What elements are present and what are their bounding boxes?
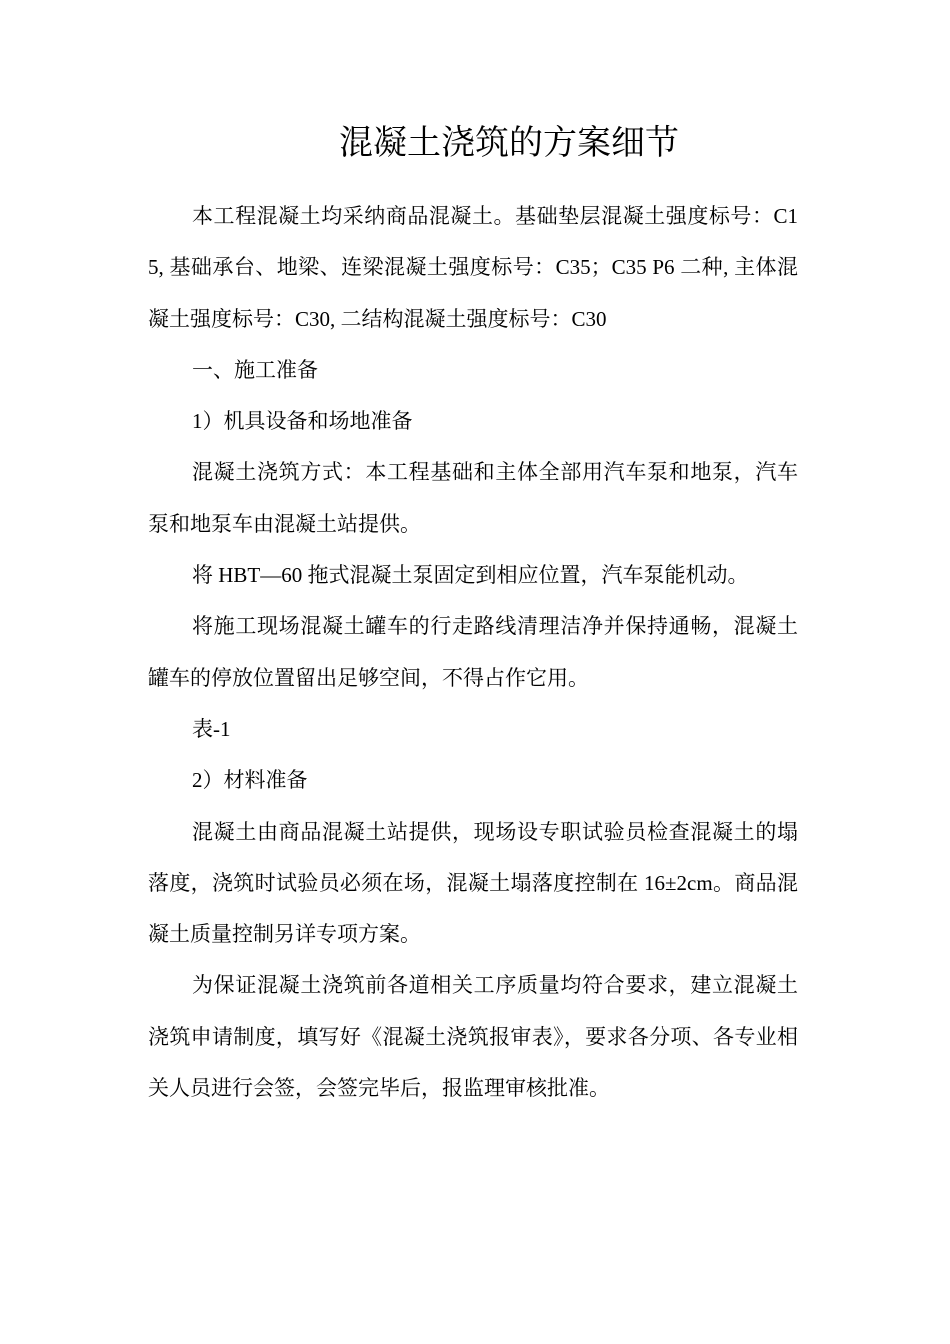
paragraph-pouring-method: 混凝土浇筑方式：本工程基础和主体全部用汽车泵和地泵，汽车泵和地泵车由混凝土站提供。 — [148, 460, 798, 536]
subsection-heading-materials: 2）材料准备 — [192, 768, 308, 793]
paragraph-pour-approval: 为保证混凝土浇筑前各道相关工序质量均符合要求，建立混凝土浇筑申请制度，填写好《混凝土浇筑报审表》，要求各分项、各专业相关人员进行会签，会签完毕后，报监理审核批准。 — [148, 973, 798, 1101]
paragraph-concrete-grades: 本工程混凝土均采纳商品混凝土。基础垫层混凝土强度标号：C15, 基础承台、地梁、连梁混凝土强度标号：C35；C35 P6 二种, 主体混凝土强度标号：C30, 二结构混凝土强度标号：C30 — [148, 204, 798, 331]
subsection-heading-equipment: 1）机具设备和场地准备 — [192, 409, 413, 434]
section-heading-preparation: 一、施工准备 — [192, 357, 318, 382]
paragraph-pump-setup: 将 HBT—60 拖式混凝土泵固定到相应位置，汽车泵能机动。 — [192, 563, 749, 588]
paragraph-truck-route: 将施工现场混凝土罐车的行走路线清理洁净并保持通畅，混凝土罐车的停放位置留出足够空间，不得占作它用。 — [148, 614, 798, 690]
table-reference-label: 表-1 — [192, 716, 231, 741]
document-title: 混凝土浇筑的方案细节 — [339, 125, 679, 162]
paragraph-slump-control: 混凝土由商品混凝土站提供，现场设专职试验员检查混凝土的塌落度，浇筑时试验员必须在场，混凝土塌落度控制在 16±2cm。商品混凝土质量控制另详专项方案。 — [148, 819, 798, 947]
document-body — [148, 191, 798, 1114]
